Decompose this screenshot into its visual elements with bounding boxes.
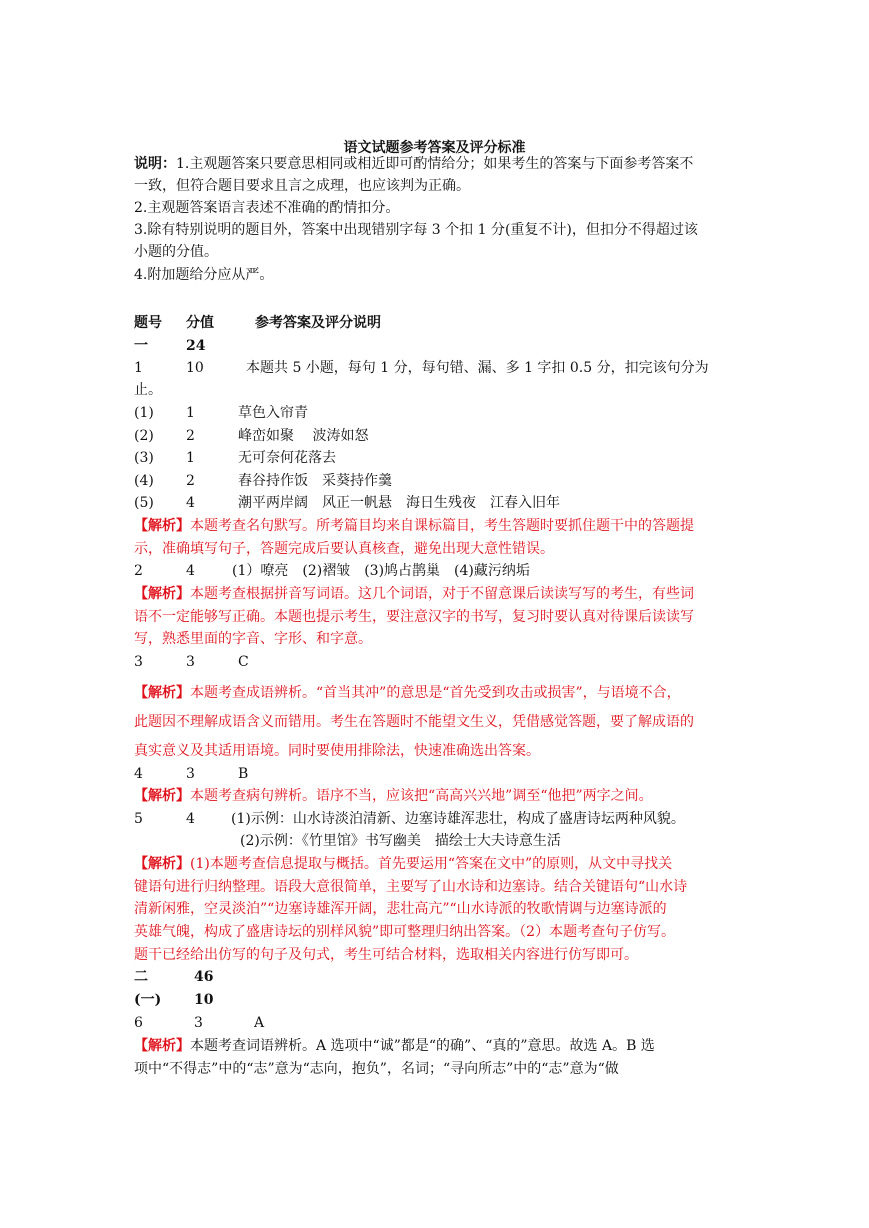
q1-analysis-cont: 示，准确填写句子，答题完成后要认真核查，避免出现大意性错误。 (134, 541, 554, 557)
q3-analysis-cont-1: 此题因不理解成语含义而错用。考生在答题时不能望文生义，凭借感觉答题，要了解成语的 (134, 714, 694, 730)
q1-num: 1 (134, 360, 143, 376)
q4-score: 3 (186, 766, 195, 782)
subsection-1-score: 10 (194, 992, 214, 1008)
analysis-text: 本题考查词语辨析。A 选项中“诚”都是“的确”、“真的”意思。故选 A。B 选 (190, 1038, 655, 1054)
q4-num: 4 (134, 766, 143, 782)
q6-analysis-cont: 项中“不得志”中的“志”意为“志向，抱负”，名词；“寻向所志”中的“志”意为“做 (134, 1061, 619, 1077)
q1-score: 10 (186, 360, 204, 376)
item-score: 2 (186, 428, 195, 444)
header-answer: 参考答案及评分说明 (255, 315, 381, 331)
notes-label: 说明： (134, 156, 176, 172)
item-text: 潮平两岸阔 风正一帆悬 海日生残夜 江春入旧年 (238, 495, 560, 511)
analysis-text: 本题考查根据拼音写词语。这几个词语，对于不留意课后读读写写的考生，有些词 (190, 586, 694, 602)
q6-num: 6 (134, 1015, 143, 1031)
header-num: 题号 (134, 315, 162, 331)
item-text: 草色入帘青 (238, 405, 308, 421)
note-2: 2.主观题答案语言表述不准确的酌情扣分。 (134, 200, 400, 216)
q6-score: 3 (194, 1015, 203, 1031)
q5-num: 5 (134, 811, 143, 827)
note-1-cont: 一致，但符合题目要求且言之成理，也应该判为正确。 (134, 178, 470, 194)
note-4: 4.附加题给分应从严。 (134, 267, 274, 283)
q6-answer: A (254, 1015, 265, 1031)
q3-analysis-cont-2: 真实意义及其适用语境。同时要使用排除法，快速准确选出答案。 (134, 743, 540, 759)
q1-text-cont: 止。 (134, 382, 162, 398)
item-num: (1) (134, 405, 154, 421)
q1-analysis (134, 517, 694, 535)
item-num: (5) (134, 495, 154, 511)
analysis-label: 【解析】 (134, 685, 190, 701)
header-score: 分值 (186, 315, 214, 331)
q2-score: 4 (186, 563, 195, 579)
q2-answer: (1）嘹亮 (2)褶皱 (3)鸠占鹊巢 (4)藏污纳垢 (232, 563, 530, 579)
note-1 (134, 155, 693, 173)
item-num: (3) (134, 450, 154, 466)
item-score: 4 (186, 495, 195, 511)
item-score: 1 (186, 450, 195, 466)
q1-text: 本题共 5 小题，每句 1 分，每句错、漏、多 1 字扣 0.5 分，扣完该句分为 (246, 360, 709, 376)
section-1-num: 一 (134, 338, 148, 354)
item-score: 1 (186, 405, 195, 421)
q3-answer: C (238, 654, 249, 670)
q2-analysis (134, 585, 694, 603)
q6-analysis (134, 1037, 655, 1055)
section-1-score: 24 (186, 338, 206, 354)
item-num: (4) (134, 473, 154, 489)
note-1-text: 1.主观题答案只要意思相同或相近即可酌情给分；如果考生的答案与下面参考答案不 (176, 156, 694, 172)
analysis-label: 【解析】 (134, 1038, 190, 1054)
analysis-text: (1)本题考查信息提取与概括。首先要运用“答案在文中”的原则，从文中寻找关 (190, 856, 673, 872)
item-text: 峰峦如聚 波涛如怒 (238, 428, 369, 444)
q5-answer-1: (1)示例：山水诗淡泊清新、边塞诗雄浑悲壮，构成了盛唐诗坛两种风貌。 (231, 811, 685, 827)
analysis-label: 【解析】 (134, 586, 190, 602)
analysis-text: 本题考查病句辨析。语序不当，应该把“高高兴兴地”调至“他把”两字之间。 (190, 788, 653, 804)
q2-num: 2 (134, 563, 143, 579)
section-2-score: 46 (194, 969, 214, 985)
q5-analysis-cont-3: 英雄气魄，构成了盛唐诗坛的别样风貌”即可整理归纳出答案。（2）本题考查句子仿写。 (134, 924, 676, 940)
q3-num: 3 (134, 654, 143, 670)
analysis-label: 【解析】 (134, 856, 190, 872)
q2-analysis-cont-1: 语不一定能够写正确。本题也提示考生，要注意汉字的书写，复习时要认真对待课后读读写 (134, 609, 694, 625)
q5-score: 4 (186, 811, 195, 827)
q5-answer-2: (2)示例：《竹里馆》书写幽美 描绘士大夫诗意生活 (240, 833, 561, 849)
page-title: 语文试题参考答案及评分标准 (343, 140, 526, 156)
q4-answer: B (238, 766, 249, 782)
q3-score: 3 (186, 654, 195, 670)
q4-analysis (134, 787, 653, 805)
item-score: 2 (186, 473, 195, 489)
item-text: 无可奈何花落去 (238, 450, 336, 466)
analysis-label: 【解析】 (134, 518, 190, 534)
note-3-cont: 小题的分值。 (134, 244, 218, 260)
analysis-text: 本题考查名句默写。所考篇目均来自课标篇目，考生答题时要抓住题干中的答题提 (190, 518, 694, 534)
q5-analysis (134, 855, 672, 873)
section-2-num: 二 (134, 969, 148, 985)
item-text: 舂谷持作饭 采葵持作羹 (238, 473, 392, 489)
q5-analysis-cont-4: 题干已经给出仿写的句子及句式，考生可结合材料，选取相关内容进行仿写即可。 (134, 947, 638, 963)
analysis-label: 【解析】 (134, 788, 190, 804)
q2-analysis-cont-2: 写，熟悉里面的字音、字形、和字意。 (134, 631, 372, 647)
q5-analysis-cont-1: 键语句进行归纳整理。语段大意很简单，主要写了山水诗和边塞诗。结合关键语句“山水诗 (134, 879, 688, 895)
subsection-1-num: (一) (134, 992, 162, 1008)
note-3: 3.除有特别说明的题目外，答案中出现错别字每 3 个扣 1 分(重复不计)，但扣分不得超过该 (134, 222, 698, 238)
q3-analysis (134, 684, 681, 702)
item-num: (2) (134, 428, 154, 444)
q5-analysis-cont-2: 清新闲雅，空灵淡泊”“边塞诗雄浑开阔，悲壮高亢”“山水诗派的牧歌情调与边塞诗派的 (134, 901, 667, 917)
analysis-text: 本题考查成语辨析。“首当其冲”的意思是“首先受到攻击或损害”，与语境不合， (190, 685, 681, 701)
